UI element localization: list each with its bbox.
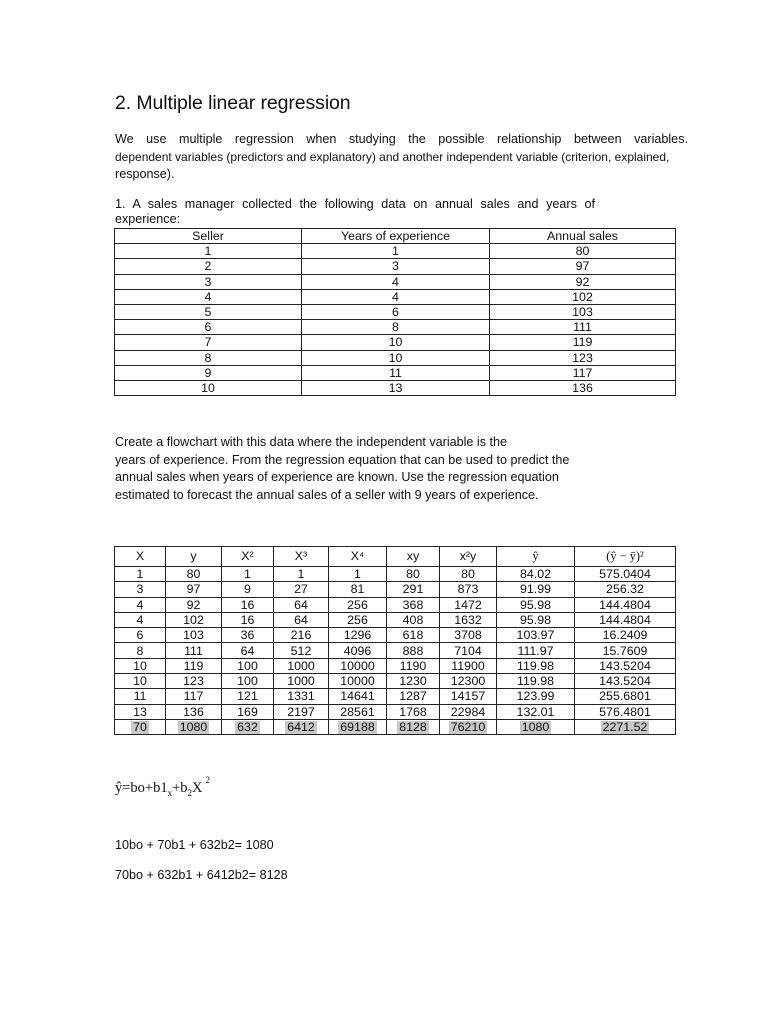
table-row bbox=[115, 381, 676, 396]
table-cell: 10 bbox=[115, 381, 302, 396]
totals-row bbox=[115, 719, 676, 734]
table-cell: 1 bbox=[329, 567, 387, 582]
flow-line-1: Create a flowchart with this data where the independent variable is the bbox=[115, 435, 508, 449]
table-cell: 111.97 bbox=[497, 643, 575, 658]
table-cell: 111 bbox=[166, 643, 222, 658]
header-x-fourth: X⁴ bbox=[329, 547, 387, 567]
total-value: 1080 bbox=[179, 720, 208, 735]
header-y: y bbox=[166, 547, 222, 567]
table-cell: 132.01 bbox=[497, 704, 575, 719]
table-row bbox=[115, 643, 676, 658]
table-cell: 123 bbox=[490, 350, 676, 365]
table-cell: 256 bbox=[329, 612, 387, 627]
equation-variable: X bbox=[192, 780, 203, 796]
table-row bbox=[115, 704, 676, 719]
total-cell bbox=[222, 719, 274, 734]
computation-table-body bbox=[115, 567, 676, 735]
table-cell: 169 bbox=[222, 704, 274, 719]
table-cell: 14641 bbox=[329, 689, 387, 704]
table-cell: 121 bbox=[222, 689, 274, 704]
table-cell: 6 bbox=[115, 320, 302, 335]
table-cell: 100 bbox=[222, 658, 274, 673]
table-cell: 576.4801 bbox=[575, 704, 676, 719]
table-cell: 1 bbox=[115, 244, 302, 259]
table-row bbox=[115, 674, 676, 689]
table-cell: 408 bbox=[387, 612, 440, 627]
table-cell: 8 bbox=[115, 643, 166, 658]
total-value: 6412 bbox=[287, 720, 315, 735]
table-cell: 14157 bbox=[440, 689, 497, 704]
table-cell: 97 bbox=[166, 582, 222, 597]
total-cell bbox=[166, 719, 222, 734]
table-cell: 1331 bbox=[274, 689, 329, 704]
table-cell: 1000 bbox=[274, 674, 329, 689]
table-row bbox=[115, 244, 676, 259]
table-cell: 6 bbox=[115, 628, 166, 643]
table-cell: 100 bbox=[222, 674, 274, 689]
table-cell: 888 bbox=[387, 643, 440, 658]
table-cell: 10 bbox=[115, 658, 166, 673]
total-cell bbox=[115, 719, 166, 734]
total-cell bbox=[440, 719, 497, 734]
header-y-hat: ŷ bbox=[497, 547, 575, 567]
table-row bbox=[115, 320, 676, 335]
table-cell: 1296 bbox=[329, 628, 387, 643]
table-cell: 117 bbox=[490, 365, 676, 380]
header-annual-sales: Annual sales bbox=[490, 229, 676, 244]
table-cell: 117 bbox=[166, 689, 222, 704]
table-cell: 291 bbox=[387, 582, 440, 597]
table-cell: 1768 bbox=[387, 704, 440, 719]
table-cell: 10 bbox=[302, 335, 490, 350]
table-cell: 1287 bbox=[387, 689, 440, 704]
table-row bbox=[115, 365, 676, 380]
table-row bbox=[115, 274, 676, 289]
table-cell: 8 bbox=[302, 320, 490, 335]
table-cell: 16 bbox=[222, 612, 274, 627]
table-cell: 84.02 bbox=[497, 567, 575, 582]
sales-data-table bbox=[114, 228, 676, 396]
table-cell: 1230 bbox=[387, 674, 440, 689]
table-cell: 144.4804 bbox=[575, 612, 676, 627]
table-cell: 119.98 bbox=[497, 658, 575, 673]
normal-equation-1: 10bo + 70b1 + 632b2= 1080 bbox=[115, 838, 274, 852]
problem-statement bbox=[115, 197, 595, 227]
intro-line-3: response). bbox=[115, 167, 175, 181]
table-header-row bbox=[115, 547, 676, 567]
equation-subscript-x: x bbox=[167, 787, 173, 798]
intro-line-2: dependent variables (predictors and explanatory) and another independent variable (criterion, explained, bbox=[115, 149, 670, 164]
table-cell: 119.98 bbox=[497, 674, 575, 689]
table-cell: 123.99 bbox=[497, 689, 575, 704]
table-cell: 16 bbox=[222, 597, 274, 612]
table-cell: 3 bbox=[115, 274, 302, 289]
table-cell: 22984 bbox=[440, 704, 497, 719]
table-row bbox=[115, 689, 676, 704]
table-cell: 143.5204 bbox=[575, 658, 676, 673]
table-cell: 111 bbox=[490, 320, 676, 335]
total-value: 632 bbox=[237, 720, 258, 735]
page-title: 2. Multiple linear regression bbox=[115, 92, 351, 114]
table-cell: 5 bbox=[115, 305, 302, 320]
table-cell: 119 bbox=[166, 658, 222, 673]
header-seller: Seller bbox=[115, 229, 302, 244]
table-cell: 216 bbox=[274, 628, 329, 643]
table-row bbox=[115, 658, 676, 673]
table-cell: 10 bbox=[302, 350, 490, 365]
table-cell: 256.32 bbox=[575, 582, 676, 597]
table-cell: 9 bbox=[222, 582, 274, 597]
table-cell: 80 bbox=[387, 567, 440, 582]
total-cell bbox=[274, 719, 329, 734]
flow-line-4: estimated to forecast the annual sales of a seller with 9 years of experience. bbox=[115, 487, 539, 502]
table-cell: 28561 bbox=[329, 704, 387, 719]
table-cell: 1 bbox=[222, 567, 274, 582]
table-cell: 4 bbox=[115, 289, 302, 304]
total-cell bbox=[329, 719, 387, 734]
table-cell: 13 bbox=[115, 704, 166, 719]
equation-plus-b: +b bbox=[172, 780, 188, 796]
header-x: X bbox=[115, 547, 166, 567]
regression-computation-table bbox=[114, 546, 676, 735]
table-cell: 9 bbox=[115, 365, 302, 380]
table-cell: 10 bbox=[115, 674, 166, 689]
header-x-cubed: X³ bbox=[274, 547, 329, 567]
table-cell: 4 bbox=[302, 289, 490, 304]
total-value: 76210 bbox=[450, 720, 486, 735]
table-cell: 27 bbox=[274, 582, 329, 597]
sales-table-body bbox=[115, 244, 676, 396]
table-cell: 103.97 bbox=[497, 628, 575, 643]
intro-paragraph bbox=[115, 131, 688, 184]
table-cell: 4 bbox=[115, 612, 166, 627]
table-cell: 512 bbox=[274, 643, 329, 658]
table-cell: 4 bbox=[115, 597, 166, 612]
table-cell: 103 bbox=[490, 305, 676, 320]
table-cell: 13 bbox=[302, 381, 490, 396]
total-cell bbox=[387, 719, 440, 734]
table-cell: 136 bbox=[166, 704, 222, 719]
table-cell: 144.4804 bbox=[575, 597, 676, 612]
table-row bbox=[115, 628, 676, 643]
table-cell: 12300 bbox=[440, 674, 497, 689]
total-cell bbox=[575, 719, 676, 734]
table-header-row bbox=[115, 229, 676, 244]
table-cell: 102 bbox=[490, 289, 676, 304]
table-cell: 92 bbox=[166, 597, 222, 612]
equation-exponent: 2 bbox=[205, 775, 211, 785]
total-value: 8128 bbox=[399, 720, 427, 735]
table-cell: 10000 bbox=[329, 674, 387, 689]
table-row bbox=[115, 597, 676, 612]
table-cell: 36 bbox=[222, 628, 274, 643]
table-cell: 64 bbox=[222, 643, 274, 658]
table-row bbox=[115, 259, 676, 274]
table-row bbox=[115, 335, 676, 350]
table-cell: 368 bbox=[387, 597, 440, 612]
table-cell: 3 bbox=[302, 259, 490, 274]
table-row bbox=[115, 305, 676, 320]
table-cell: 1472 bbox=[440, 597, 497, 612]
table-cell: 143.5204 bbox=[575, 674, 676, 689]
header-squared-deviation: (ŷ − ȳ)² bbox=[575, 547, 676, 567]
table-cell: 97 bbox=[490, 259, 676, 274]
table-cell: 256 bbox=[329, 597, 387, 612]
header-xy: xy bbox=[387, 547, 440, 567]
total-value: 1080 bbox=[521, 720, 550, 735]
flow-line-2: years of experience. From the regression equation that can be used to predict the bbox=[115, 452, 570, 467]
table-cell: 1190 bbox=[387, 658, 440, 673]
table-cell: 11 bbox=[115, 689, 166, 704]
table-cell: 91.99 bbox=[497, 582, 575, 597]
total-value: 70 bbox=[133, 720, 147, 735]
table-cell: 95.98 bbox=[497, 612, 575, 627]
table-cell: 4096 bbox=[329, 643, 387, 658]
header-years-experience: Years of experience bbox=[302, 229, 490, 244]
flowchart-instructions bbox=[115, 434, 635, 504]
table-cell: 64 bbox=[274, 597, 329, 612]
table-cell: 123 bbox=[166, 674, 222, 689]
problem-line-1: 1. A sales manager collected the following data on annual sales and years of bbox=[115, 197, 595, 211]
total-cell bbox=[497, 719, 575, 734]
table-row bbox=[115, 567, 676, 582]
table-cell: 80 bbox=[490, 244, 676, 259]
table-cell: 8 bbox=[115, 350, 302, 365]
table-cell: 6 bbox=[302, 305, 490, 320]
equation-lhs: ŷ=bo+b1 bbox=[115, 780, 168, 796]
table-cell: 2197 bbox=[274, 704, 329, 719]
table-cell: 3 bbox=[115, 582, 166, 597]
table-cell: 1632 bbox=[440, 612, 497, 627]
table-cell: 575.0404 bbox=[575, 567, 676, 582]
problem-line-2: experience: bbox=[115, 212, 181, 226]
regression-model-equation bbox=[115, 775, 210, 798]
table-cell: 1000 bbox=[274, 658, 329, 673]
normal-equation-2: 70bo + 632b1 + 6412b2= 8128 bbox=[115, 868, 288, 882]
table-cell: 2 bbox=[115, 259, 302, 274]
table-cell: 11 bbox=[302, 365, 490, 380]
intro-line-1: We use multiple regression when studying the possible relationship between variables. bbox=[115, 132, 688, 146]
table-cell: 80 bbox=[440, 567, 497, 582]
table-cell: 80 bbox=[166, 567, 222, 582]
table-cell: 255.6801 bbox=[575, 689, 676, 704]
table-cell: 4 bbox=[302, 274, 490, 289]
table-cell: 873 bbox=[440, 582, 497, 597]
table-cell: 1 bbox=[115, 567, 166, 582]
table-row bbox=[115, 289, 676, 304]
equation-subscript-2: 2 bbox=[187, 787, 193, 798]
table-cell: 95.98 bbox=[497, 597, 575, 612]
header-x2y: x²y bbox=[440, 547, 497, 567]
table-cell: 1 bbox=[302, 244, 490, 259]
table-cell: 7104 bbox=[440, 643, 497, 658]
table-row bbox=[115, 612, 676, 627]
table-cell: 103 bbox=[166, 628, 222, 643]
table-cell: 10000 bbox=[329, 658, 387, 673]
table-cell: 7 bbox=[115, 335, 302, 350]
table-cell: 81 bbox=[329, 582, 387, 597]
table-cell: 3708 bbox=[440, 628, 497, 643]
total-value: 69188 bbox=[340, 720, 375, 735]
table-cell: 119 bbox=[490, 335, 676, 350]
table-cell: 1 bbox=[274, 567, 329, 582]
flow-line-3: annual sales when years of experience are known. Use the regression equation bbox=[115, 470, 559, 485]
header-x-squared: X² bbox=[222, 547, 274, 567]
table-cell: 11900 bbox=[440, 658, 497, 673]
table-cell: 15.7609 bbox=[575, 643, 676, 658]
table-cell: 136 bbox=[490, 381, 676, 396]
table-cell: 16.2409 bbox=[575, 628, 676, 643]
table-row bbox=[115, 582, 676, 597]
table-row bbox=[115, 350, 676, 365]
table-cell: 64 bbox=[274, 612, 329, 627]
table-cell: 92 bbox=[490, 274, 676, 289]
table-cell: 102 bbox=[166, 612, 222, 627]
total-value: 2271.52 bbox=[602, 720, 648, 735]
table-cell: 618 bbox=[387, 628, 440, 643]
